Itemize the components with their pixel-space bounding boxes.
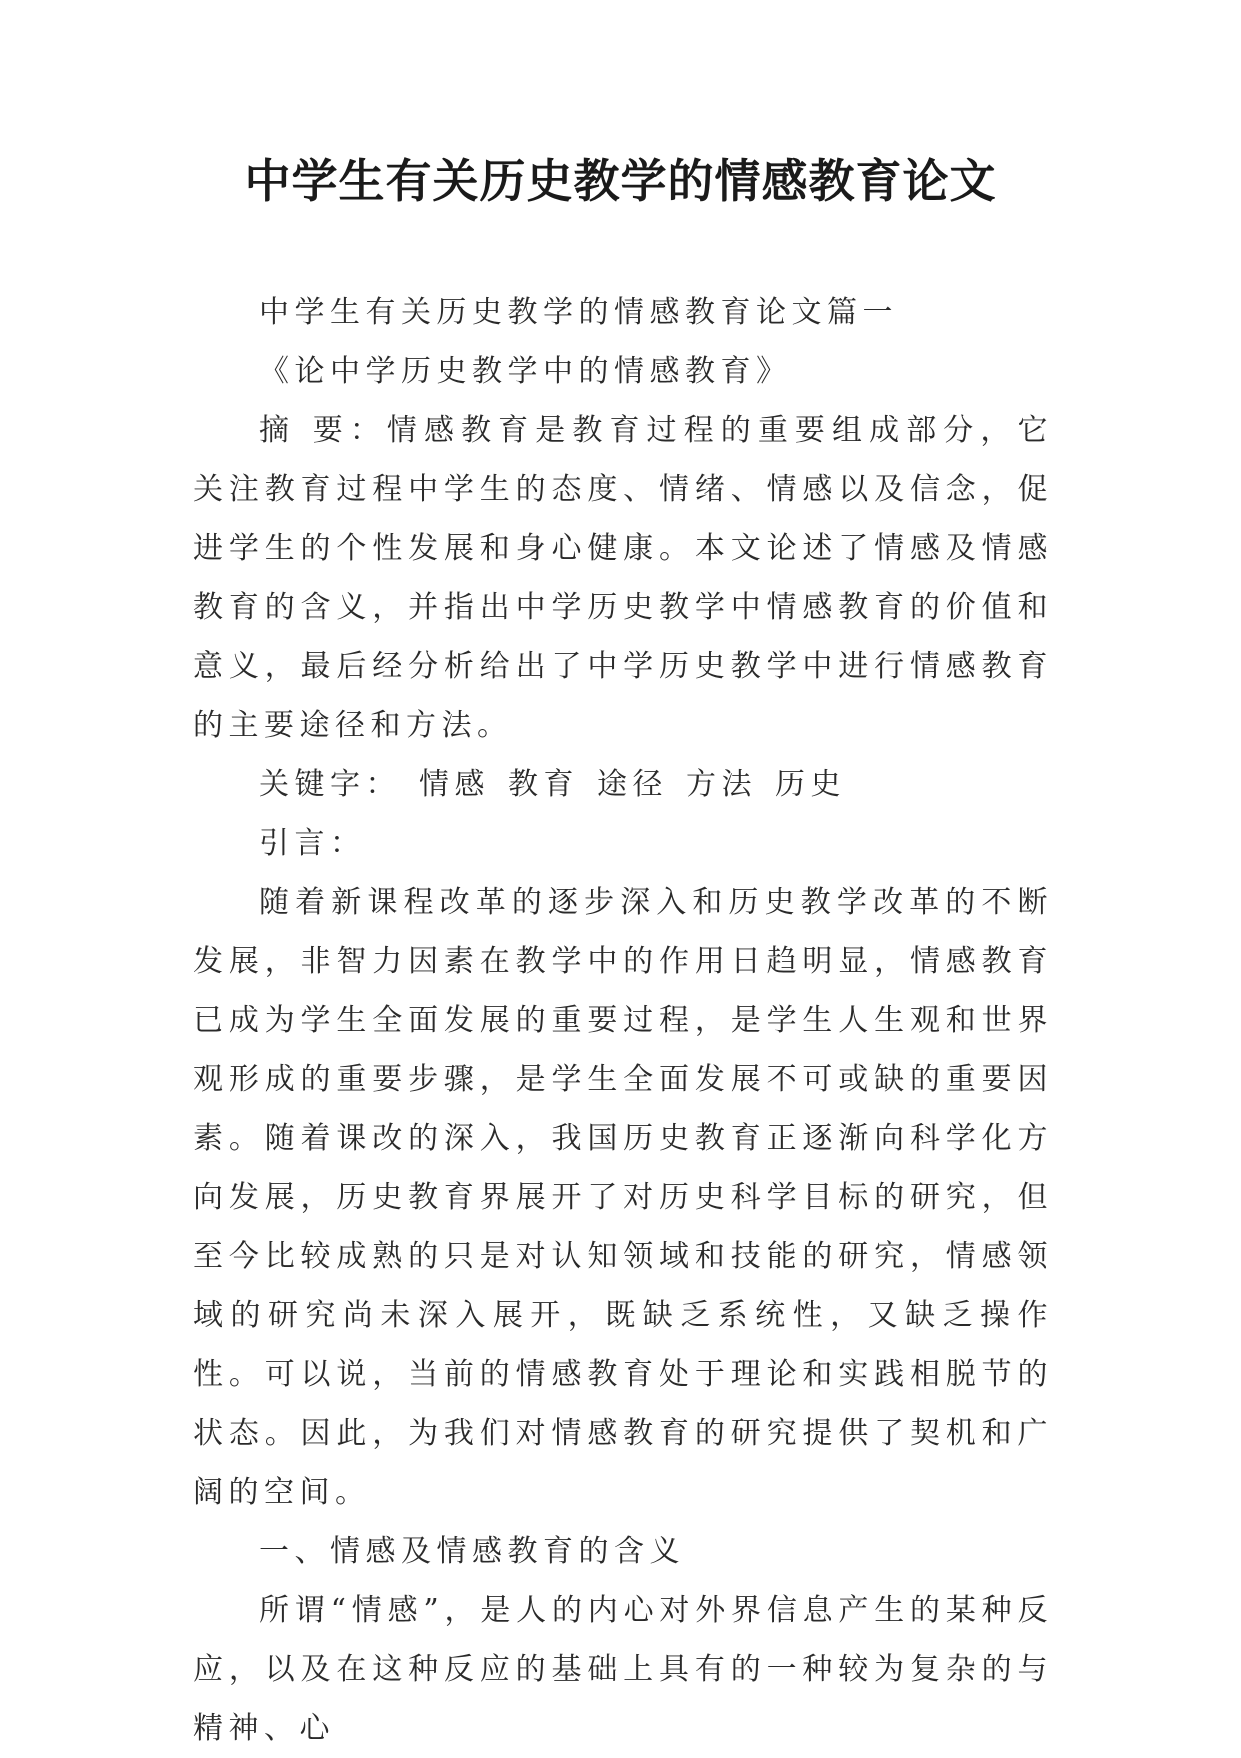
section-paragraph: 所谓“情感”，是人的内心对外界信息产生的某种反应，以及在这种反应的基础上具有的一种较为复杂的与精神、心 [193, 1593, 1053, 1746]
keyword-item: 情感 [419, 767, 490, 802]
section-heading: 一、情感及情感教育的含义 [259, 1534, 685, 1569]
introduction-label: 引言： [259, 826, 366, 861]
document-title: 中学生有关历史教学的情感教育论文 [244, 154, 997, 208]
keyword-item: 方法 [686, 767, 757, 802]
keywords-line [193, 755, 1053, 814]
document-body [193, 283, 1053, 1758]
article-heading: 中学生有关历史教学的情感教育论文篇一 [259, 295, 898, 330]
keyword-item: 历史 [775, 767, 846, 802]
article-subtitle: 《论中学历史教学中的情感教育》 [259, 354, 792, 389]
introduction-paragraph: 随着新课程改革的逐步深入和历史教学改革的不断发展，非智力因素在教学中的作用日趋明显，情感教育已成为学生全面发展的重要过程，是学生人生观和世界观形成的重要步骤，是学生全面发展不可或缺的重要因素。随着课改的深入，我国历史教育正逐渐向科学化方向发展，历史教育界展开了对历史科学目标的研究，但至今比较成熟的只是对认知领域和技能的研究，情感领域的研究尚未深入展开，既缺乏系统性，又缺乏操作性。可以说，当前的情感教育处于理论和实践相脱节的状态。因此，为我们对情感教育的研究提供了契机和广阔的空间。 [193, 885, 1053, 1510]
keyword-item: 教育 [508, 767, 579, 802]
abstract-paragraph: 摘 要：情感教育是教育过程的重要组成部分，它关注教育过程中学生的态度、情绪、情感以及信念，促进学生的个性发展和身心健康。本文论述了情感及情感教育的含义，并指出中学历史教学中情感教育的价值和意义，最后经分析给出了中学历史教学中进行情感教育的主要途径和方法。 [193, 413, 1053, 743]
keywords-label: 关键字： [259, 767, 401, 802]
keyword-item: 途径 [597, 767, 668, 802]
